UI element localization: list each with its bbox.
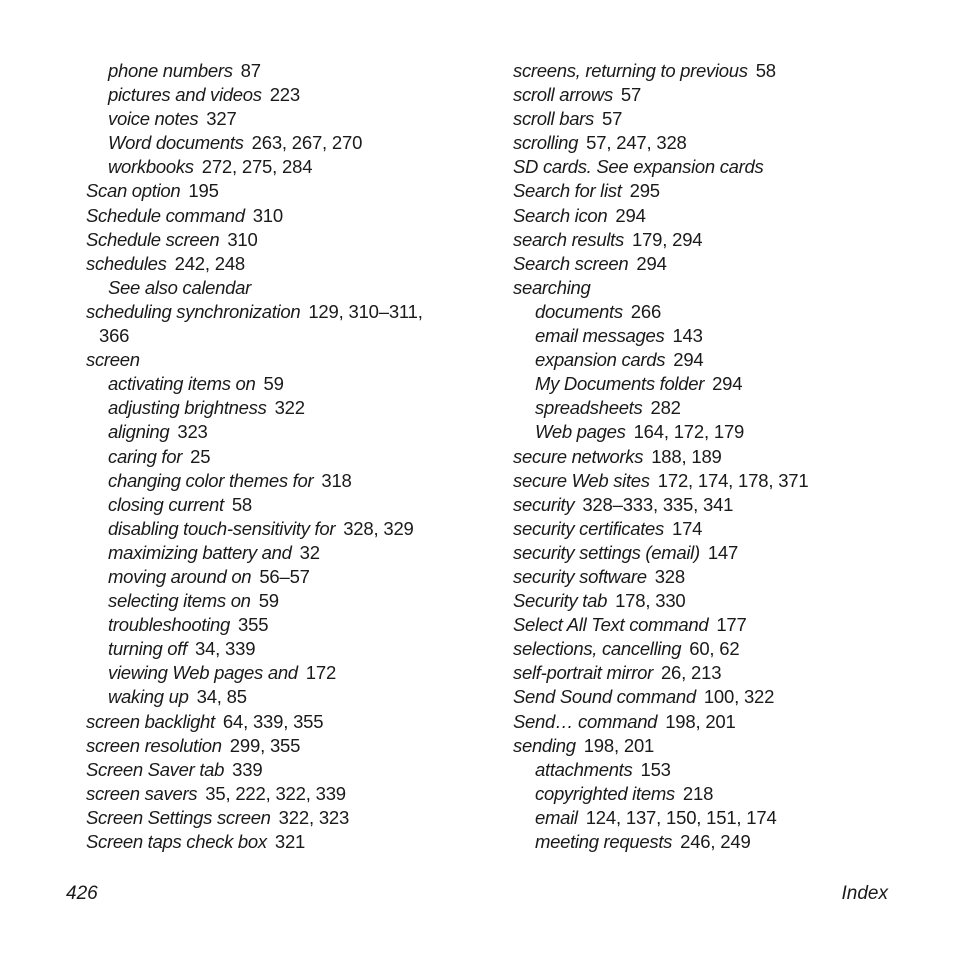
index-page-refs: 58 bbox=[231, 493, 252, 515]
index-page-refs: 321 bbox=[274, 831, 306, 852]
index-page-refs: 223 bbox=[269, 84, 300, 106]
index-entry bbox=[86, 782, 466, 806]
index-entry bbox=[513, 734, 893, 758]
index-subentry bbox=[86, 276, 466, 300]
index-page-refs: 59 bbox=[263, 373, 284, 395]
index-page-refs: 323 bbox=[177, 421, 208, 443]
index-page-refs: 57 bbox=[620, 84, 642, 106]
index-term: copyrighted items bbox=[535, 782, 675, 804]
index-term: activating items on bbox=[108, 373, 256, 395]
index-term: sending bbox=[513, 734, 576, 756]
index-subentry bbox=[513, 420, 893, 444]
index-page-refs: 164, 172, 179 bbox=[633, 421, 745, 443]
index-term: security settings (email) bbox=[513, 541, 700, 563]
index-term: adjusting brightness bbox=[108, 397, 267, 419]
index-page-refs: 355 bbox=[238, 614, 269, 636]
index-page-refs: 124, 137, 150, 151, 174 bbox=[585, 806, 777, 828]
index-entry bbox=[86, 806, 466, 830]
index-page-refs: 178, 330 bbox=[615, 590, 686, 612]
index-subentry bbox=[513, 324, 893, 348]
index-entry bbox=[513, 228, 893, 252]
index-page-refs: 198, 201 bbox=[583, 734, 655, 756]
index-page-refs: 59 bbox=[258, 590, 279, 612]
index-entry bbox=[513, 710, 893, 734]
index-entry bbox=[86, 348, 466, 372]
index-term: voice notes bbox=[108, 108, 199, 130]
index-entry bbox=[513, 637, 893, 661]
index-subentry bbox=[86, 541, 466, 565]
index-subentry bbox=[513, 372, 893, 396]
index-entry bbox=[513, 661, 893, 685]
index-term: self-portrait mirror bbox=[513, 662, 653, 684]
index-entry bbox=[513, 276, 893, 300]
index-term: Screen Settings screen bbox=[86, 806, 271, 828]
index-term: documents bbox=[535, 300, 623, 322]
index-term: My Documents folder bbox=[535, 373, 705, 395]
index-subentry bbox=[86, 83, 466, 107]
index-term: security bbox=[513, 493, 575, 515]
index-page-refs: 327 bbox=[206, 108, 237, 130]
index-entry bbox=[86, 830, 466, 854]
index-term: pictures and videos bbox=[108, 84, 262, 106]
index-page-refs: 58 bbox=[755, 60, 776, 81]
index-subentry bbox=[86, 155, 466, 179]
index-term: spreadsheets bbox=[535, 397, 643, 419]
index-page-refs: 147 bbox=[707, 541, 739, 563]
index-page-refs: 263, 267, 270 bbox=[251, 132, 363, 154]
index-entry bbox=[513, 517, 893, 541]
index-term: phone numbers bbox=[108, 60, 233, 81]
index-term: email bbox=[535, 806, 578, 828]
index-entry bbox=[513, 131, 893, 155]
index-page-refs: 32 bbox=[299, 541, 320, 563]
index-term: scroll arrows bbox=[513, 84, 613, 106]
index-term: attachments bbox=[535, 758, 633, 780]
index-page-refs: 25 bbox=[190, 445, 211, 467]
index-page-refs: 172, 174, 178, 371 bbox=[657, 469, 809, 491]
index-term: security certificates bbox=[513, 517, 664, 539]
index-term: screens, returning to previous bbox=[513, 60, 748, 81]
index-page-refs: 57, 247, 328 bbox=[586, 132, 687, 154]
index-subentry bbox=[86, 493, 466, 517]
index-term: scrolling bbox=[513, 132, 579, 154]
index-term: searching bbox=[513, 276, 591, 298]
index-term: Schedule screen bbox=[86, 228, 220, 250]
index-entry bbox=[86, 324, 466, 348]
index-entry bbox=[513, 252, 893, 276]
index-page-refs: 366 bbox=[99, 325, 130, 347]
index-entry bbox=[86, 734, 466, 758]
index-term: closing current bbox=[108, 493, 224, 515]
index-entry bbox=[513, 155, 893, 179]
index-page-refs: 246, 249 bbox=[680, 831, 751, 852]
index-page-refs: 195 bbox=[188, 180, 219, 202]
index-page-refs: 266 bbox=[630, 300, 662, 322]
index-subentry bbox=[86, 565, 466, 589]
index-term: schedules bbox=[86, 252, 167, 274]
index-page-refs: 328 bbox=[654, 565, 685, 587]
index-page-refs: 172 bbox=[305, 662, 337, 684]
index-term: email messages bbox=[535, 325, 665, 347]
index-page-refs: 60, 62 bbox=[689, 638, 740, 660]
index-subentry bbox=[86, 372, 466, 396]
index-term: SD cards. See expansion cards bbox=[513, 156, 764, 178]
index-entry bbox=[513, 541, 893, 565]
index-page-refs: 328, 329 bbox=[343, 517, 414, 539]
index-page-refs: 35, 222, 322, 339 bbox=[205, 782, 346, 804]
index-subentry bbox=[513, 300, 893, 324]
index-page-refs: 26, 213 bbox=[660, 662, 722, 684]
index-term: meeting requests bbox=[535, 831, 673, 852]
index-term: Word documents bbox=[108, 132, 244, 154]
index-column-right bbox=[513, 59, 893, 854]
index-page-refs: 64, 339, 355 bbox=[222, 710, 324, 732]
index-subentry bbox=[513, 396, 893, 420]
index-term: secure Web sites bbox=[513, 469, 650, 491]
index-entry bbox=[86, 252, 466, 276]
index-term: Search icon bbox=[513, 204, 608, 226]
index-term: screen resolution bbox=[86, 734, 222, 756]
index-entry bbox=[513, 565, 893, 589]
index-entry bbox=[86, 710, 466, 734]
index-term: turning off bbox=[108, 638, 187, 660]
index-term: screen backlight bbox=[86, 710, 215, 732]
index-term: workbooks bbox=[108, 156, 194, 178]
index-term: scroll bars bbox=[513, 108, 594, 130]
index-page-refs: 322, 323 bbox=[278, 806, 350, 828]
index-term: Scan option bbox=[86, 180, 181, 202]
index-term: troubleshooting bbox=[108, 614, 231, 636]
index-term: selections, cancelling bbox=[513, 638, 682, 660]
index-page-refs: 272, 275, 284 bbox=[201, 156, 313, 178]
index-subentry bbox=[86, 107, 466, 131]
index-entry bbox=[513, 469, 893, 493]
index-subentry bbox=[513, 806, 893, 830]
index-page-refs: 322 bbox=[274, 397, 305, 419]
index-term: Search screen bbox=[513, 252, 629, 274]
index-entry bbox=[86, 300, 466, 324]
index-page-refs: 198, 201 bbox=[665, 710, 736, 732]
index-subentry bbox=[513, 782, 893, 806]
index-page-refs: 34, 85 bbox=[196, 686, 247, 708]
index-subentry bbox=[86, 637, 466, 661]
index-entry bbox=[513, 589, 893, 613]
index-term: Select All Text command bbox=[513, 614, 709, 636]
index-term: Screen taps check box bbox=[86, 831, 267, 852]
index-term: disabling touch-sensitivity for bbox=[108, 517, 336, 539]
index-page-refs: 294 bbox=[712, 373, 743, 395]
index-term: search results bbox=[513, 228, 624, 250]
index-entry bbox=[86, 228, 466, 252]
index-term: screen bbox=[86, 349, 140, 371]
index-page-refs: 153 bbox=[640, 758, 671, 780]
index-term: waking up bbox=[108, 686, 189, 708]
index-page-refs: 318 bbox=[321, 469, 352, 491]
index-page-refs: 310 bbox=[252, 204, 283, 226]
index-page-refs: 179, 294 bbox=[631, 228, 703, 250]
index-subentry bbox=[86, 396, 466, 420]
index-term: Web pages bbox=[535, 421, 626, 443]
index-page-refs: 294 bbox=[636, 252, 667, 274]
index-subentry bbox=[86, 613, 466, 637]
index-subentry bbox=[86, 445, 466, 469]
index-page-refs: 57 bbox=[602, 108, 623, 130]
index-page-refs: 129, 310–311, bbox=[308, 300, 423, 322]
index-page-refs: 100, 322 bbox=[703, 686, 775, 708]
index-entry bbox=[513, 445, 893, 469]
index-term: security software bbox=[513, 565, 647, 587]
index-page-refs: 242, 248 bbox=[174, 252, 246, 274]
index-term: viewing Web pages and bbox=[108, 662, 298, 684]
index-entry bbox=[86, 179, 466, 203]
index-subentry bbox=[513, 830, 893, 854]
index-term: Security tab bbox=[513, 590, 608, 612]
index-subentry bbox=[513, 348, 893, 372]
index-term: expansion cards bbox=[535, 349, 666, 371]
index-term: caring for bbox=[108, 445, 183, 467]
index-subentry bbox=[86, 131, 466, 155]
index-page-refs: 294 bbox=[673, 349, 704, 371]
index-subentry bbox=[86, 420, 466, 444]
index-column-left bbox=[86, 59, 466, 854]
index-entry bbox=[513, 204, 893, 228]
index-term: secure networks bbox=[513, 445, 644, 467]
index-term: screen savers bbox=[86, 782, 198, 804]
index-term: Send… command bbox=[513, 710, 658, 732]
index-page-refs: 177 bbox=[716, 614, 747, 636]
index-page-refs: 218 bbox=[682, 782, 714, 804]
index-term: scheduling synchronization bbox=[86, 300, 301, 322]
index-term: Send Sound command bbox=[513, 686, 696, 708]
index-entry bbox=[86, 204, 466, 228]
index-entry bbox=[513, 685, 893, 709]
index-subentry bbox=[86, 661, 466, 685]
index-term: Schedule command bbox=[86, 204, 245, 226]
index-term: moving around on bbox=[108, 565, 252, 587]
index-page-refs: 143 bbox=[672, 325, 703, 347]
index-subentry bbox=[86, 589, 466, 613]
index-entry bbox=[513, 59, 893, 83]
index-page-refs: 56–57 bbox=[259, 565, 310, 587]
index-term: See also calendar bbox=[108, 276, 251, 298]
index-term: changing color themes for bbox=[108, 469, 314, 491]
index-page-refs: 34, 339 bbox=[194, 638, 256, 660]
index-page-refs: 87 bbox=[240, 60, 261, 81]
index-subentry bbox=[513, 758, 893, 782]
index-page-refs: 282 bbox=[650, 397, 681, 419]
index-entry bbox=[513, 613, 893, 637]
index-term: maximizing battery and bbox=[108, 541, 292, 563]
index-subentry bbox=[86, 59, 466, 83]
page-number: 426 bbox=[66, 883, 98, 904]
index-entry bbox=[513, 493, 893, 517]
index-page-refs: 294 bbox=[615, 204, 646, 226]
index-page-refs: 174 bbox=[672, 517, 703, 539]
index-entry bbox=[513, 83, 893, 107]
index-term: Screen Saver tab bbox=[86, 758, 225, 780]
index-subentry bbox=[86, 517, 466, 541]
section-name: Index bbox=[841, 883, 888, 904]
index-term: Search for list bbox=[513, 180, 622, 202]
index-entry bbox=[513, 179, 893, 203]
index-page-refs: 299, 355 bbox=[229, 734, 301, 756]
index-subentry bbox=[86, 685, 466, 709]
index-page-refs: 339 bbox=[232, 758, 263, 780]
index-entry bbox=[86, 758, 466, 782]
index-entry bbox=[513, 107, 893, 131]
index-page-refs: 328–333, 335, 341 bbox=[582, 493, 734, 515]
index-subentry bbox=[86, 469, 466, 493]
index-page-refs: 295 bbox=[629, 180, 660, 202]
index-page-refs: 310 bbox=[227, 228, 258, 250]
index-page-refs: 188, 189 bbox=[651, 445, 722, 467]
index-term: selecting items on bbox=[108, 590, 251, 612]
index-term: aligning bbox=[108, 421, 170, 443]
